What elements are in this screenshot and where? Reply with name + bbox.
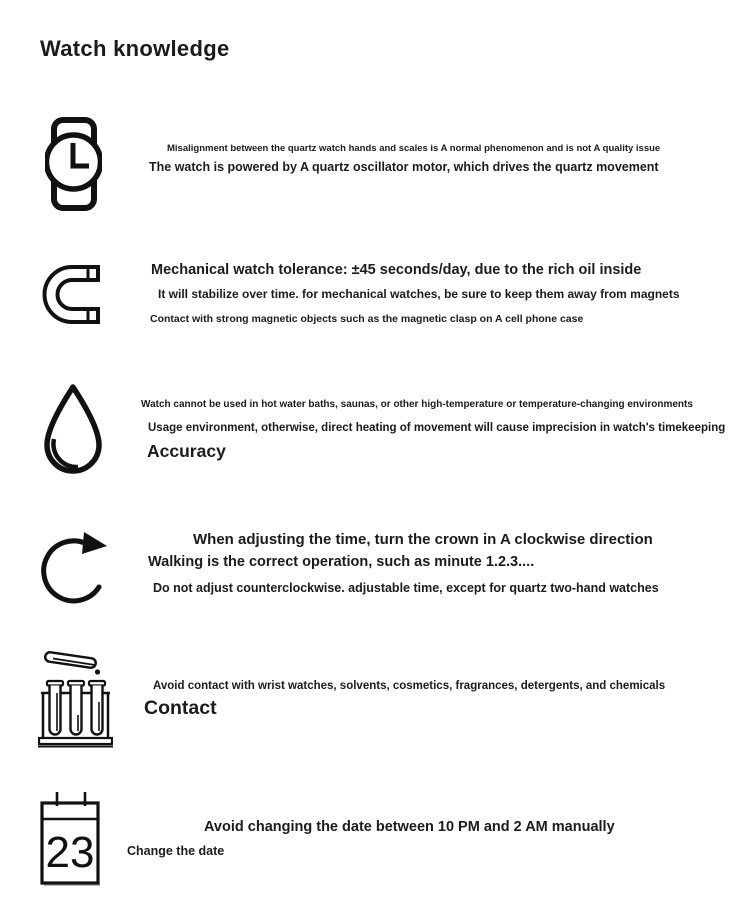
wrist-watch-icon xyxy=(45,116,102,212)
text-line: Misalignment between the quartz watch hands and scales is A normal phenomenon and is not A quality issue xyxy=(167,143,661,154)
text-line: Mechanical watch tolerance: ±45 seconds/day, due to the rich oil inside xyxy=(151,262,642,278)
section-keyword: Accuracy xyxy=(147,441,226,461)
text-line: Watch cannot be used in hot water baths, saunas, or other high-temperature or temperature-changing environments xyxy=(141,399,693,410)
water-drop-icon xyxy=(40,382,106,479)
text-line: The watch is powered by A quartz oscillator motor, which drives the quartz movement xyxy=(149,160,659,174)
magnet-icon xyxy=(42,264,100,326)
text-line: Do not adjust counterclockwise. adjustable time, except for quartz two-hand watches xyxy=(153,581,659,595)
text-line: It will stabilize over time. for mechanical watches, be sure to keep them away from magnets xyxy=(158,287,680,301)
calendar-icon xyxy=(36,790,104,888)
calendar-day-number: 23 xyxy=(45,828,95,877)
text-line: Avoid contact with wrist watches, solvents, cosmetics, fragrances, detergents, and chemicals xyxy=(153,680,666,692)
test-tubes-icon xyxy=(38,645,113,748)
text-line: Walking is the correct operation, such as minute 1.2.3.... xyxy=(148,554,535,570)
page-title: Watch knowledge xyxy=(40,36,230,61)
text-line: Change the date xyxy=(127,844,225,858)
clockwise-arrow-icon xyxy=(40,524,110,610)
section-keyword: Contact xyxy=(144,697,217,719)
text-line: Avoid changing the date between 10 PM and 2 AM manually xyxy=(204,819,615,835)
text-line: When adjusting the time, turn the crown in A clockwise direction xyxy=(193,531,653,548)
text-line: Usage environment, otherwise, direct heating of movement will cause imprecision in watch's timekeeping xyxy=(148,422,726,434)
text-line: Contact with strong magnetic objects such as the magnetic clasp on A cell phone case xyxy=(150,313,584,325)
